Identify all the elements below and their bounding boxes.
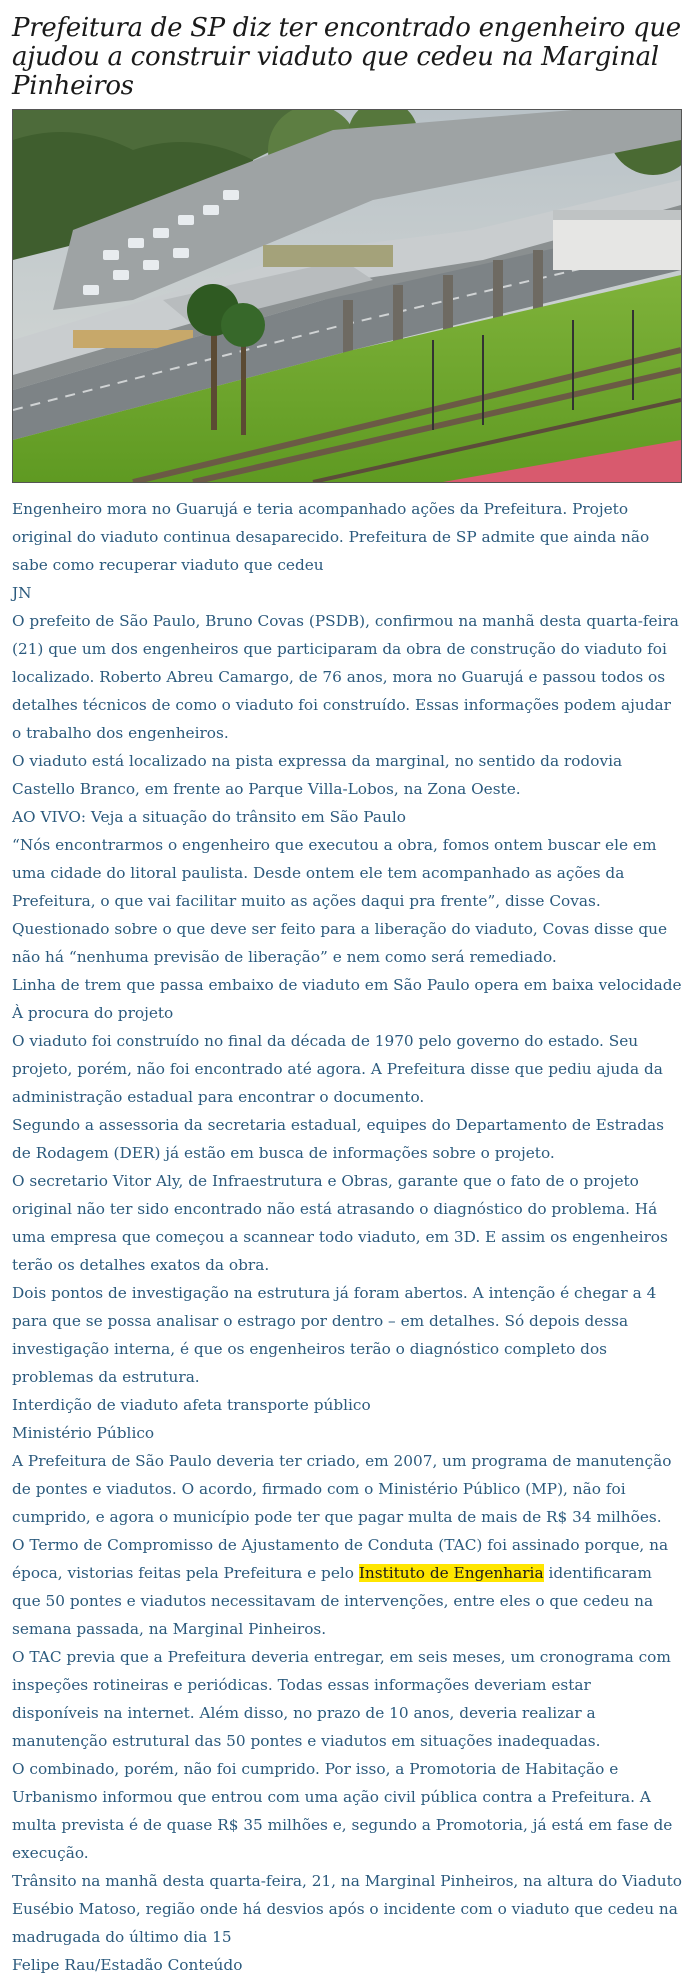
paragraph: O prefeito de São Paulo, Bruno Covas (PSDB), confirmou na manhã desta quarta-feira (21) que um dos engenheiros que participaram da obra de construção do viaduto foi localizado. Roberto Abreu Camargo, de 76 anos, mora no Guarujá e passou todos os detalhes técnicos de como o viaduto foi construído. Essas informações podem ajudar o trabalho dos engenheiros. [12,612,679,742]
paragraph-link: AO VIVO: Veja a situação do trânsito em São Paulo [12,808,406,826]
paragraph: O viaduto está localizado na pista expressa da marginal, no sentido da rodovia Castello Branco, em frente ao Parque Villa-Lobos, na Zona Oeste. [12,752,623,798]
section-heading: À procura do projeto [12,1004,174,1022]
viaduct-photo-illustration [13,110,681,482]
paragraph: Segundo a assessoria da secretaria estadual, equipes do Departamento de Estradas de Rodagem (DER) já estão em busca de informações sobre o projeto. [12,1116,664,1162]
highlighted-term: Instituto de Engenharia [358,1564,544,1582]
paragraph: “Nós encontrarmos o engenheiro que executou a obra, fomos ontem buscar ele em uma cidade do litoral paulista. Desde ontem ele tem acompanhado as ações da Prefeitura, o que vai facilitar muito as ações daqui pra frente”, disse Covas. [12,836,657,910]
paragraph-link: Interdição de viaduto afeta transporte público [12,1396,371,1414]
section-heading: Ministério Público [12,1424,155,1442]
paragraph-text-after: identificaram que 50 pontes e viadutos necessitavam de intervenções, entre eles o que cedeu na semana passada, na Marginal Pinheiros. [12,1564,654,1638]
paragraph: O viaduto foi construído no final da década de 1970 pelo governo do estado. Seu projeto, porém, não foi encontrado até agora. A Prefeitura disse que pediu ajuda da administração estadual para encontrar o documento. [12,1032,663,1106]
paragraph: Questionado sobre o que deve ser feito para a liberação do viaduto, Covas disse que não há “nenhuma previsão de liberação” e nem como será remediado. [12,920,668,966]
paragraph-text-before: O Termo de Compromisso de Ajustamento de Conduta (TAC) foi assinado porque, na época, vistorias feitas pela Prefeitura e pelo [12,1536,669,1582]
paragraph-link: Linha de trem que passa embaixo de viaduto em São Paulo opera em baixa velocidade [12,976,682,994]
paragraph-credit: JN [12,584,32,602]
paragraph: A Prefeitura de São Paulo deveria ter criado, em 2007, um programa de manutenção de pontes e viadutos. O acordo, firmado com o Ministério Público (MP), não foi cumprido, e agora o município pode ter que pagar multa de mais de R$ 34 milhões. [12,1452,672,1526]
photo-caption: Trânsito na manhã desta quarta-feira, 21, na Marginal Pinheiros, na altura do Viaduto Eusébio Matoso, região onde há desvios após o incidente com o viaduto que cedeu na madrugada do último dia 15 [12,1872,682,1946]
paragraph-lede: Engenheiro mora no Guarujá e teria acompanhado ações da Prefeitura. Projeto original do viaduto continua desaparecido. Prefeitura de SP admite que ainda não sabe como recuperar viaduto que cedeu [12,500,650,574]
paragraph-with-highlight [12,1531,682,1643]
article-photo [12,109,682,483]
photo-credit: Felipe Rau/Estadão Conteúdo [12,1956,243,1974]
paragraph: O combinado, porém, não foi cumprido. Por isso, a Promotoria de Habitação e Urbanismo informou que entrou com uma ação civil pública contra a Prefeitura. A multa prevista é de quase R$ 35 milhões e, segundo a Promotoria, já está em fase de execução. [12,1760,673,1862]
paragraph: Dois pontos de investigação na estrutura já foram abertos. A intenção é chegar a 4 para que se possa analisar o estrago por dentro – em detalhes. Só depois dessa investigação interna, é que os engenheiros terão o diagnóstico completo dos problemas da estrutura. [12,1284,657,1386]
article-body [12,495,682,1979]
paragraph: O secretario Vitor Aly, de Infraestrutura e Obras, garante que o fato de o projeto original não ter sido encontrado não está atrasando o diagnóstico do problema. Há uma empresa que começou a scannear todo viaduto, em 3D. E assim os engenheiros terão os detalhes exatos da obra. [12,1172,668,1274]
article-title: Prefeitura de SP diz ter encontrado engenheiro que ajudou a construir viaduto que cedeu na Marginal Pinheiros [12,13,681,101]
paragraph: O TAC previa que a Prefeitura deveria entregar, em seis meses, um cronograma com inspeções rotineiras e periódicas. Todas essas informações deveriam estar disponíveis na internet. Além disso, no prazo de 10 anos, deveria realizar a manutenção estrutural das 50 pontes e viadutos em situações inadequadas. [12,1648,671,1750]
